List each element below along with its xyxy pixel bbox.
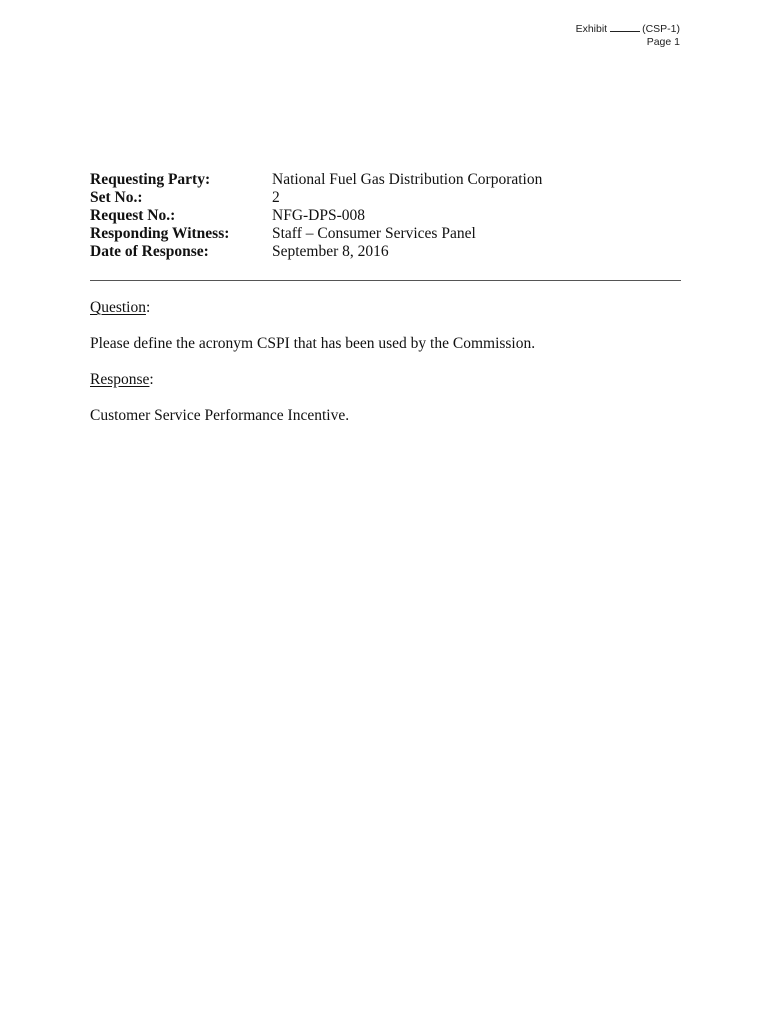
meta-row-requesting-party bbox=[90, 171, 542, 189]
question-text: Please define the acronym CSPI that has been used by the Commission. bbox=[90, 335, 536, 352]
set-no-label: Set No.: bbox=[90, 189, 143, 206]
set-no-value: 2 bbox=[272, 189, 280, 206]
exhibit-line bbox=[576, 22, 680, 36]
requesting-party-value: National Fuel Gas Distribution Corporation bbox=[272, 171, 543, 188]
question-colon: : bbox=[145, 299, 151, 316]
meta-row-responding-witness bbox=[90, 225, 542, 243]
exhibit-suffix: (CSP-1) bbox=[642, 23, 680, 35]
request-no-label: Request No.: bbox=[90, 207, 176, 224]
response-heading-line bbox=[90, 371, 154, 389]
section-divider bbox=[90, 280, 681, 281]
meta-row-request-no bbox=[90, 207, 542, 225]
response-heading: Response bbox=[90, 371, 150, 388]
requesting-party-label: Requesting Party: bbox=[90, 171, 211, 188]
request-no-value: NFG-DPS-008 bbox=[272, 207, 366, 224]
date-of-response-value: September 8, 2016 bbox=[272, 243, 389, 260]
meta-row-date-of-response bbox=[90, 243, 542, 261]
meta-row-set-no bbox=[90, 189, 542, 207]
exhibit-prefix: Exhibit bbox=[575, 23, 608, 35]
responding-witness-label: Responding Witness: bbox=[90, 225, 230, 242]
page-number: Page 1 bbox=[646, 36, 680, 48]
exhibit-header bbox=[576, 22, 680, 49]
response-text: Customer Service Performance Incentive. bbox=[90, 407, 350, 424]
response-colon: : bbox=[149, 371, 154, 388]
request-info-block bbox=[90, 171, 542, 261]
responding-witness-value: Staff – Consumer Services Panel bbox=[272, 225, 476, 242]
date-of-response-label: Date of Response: bbox=[90, 243, 209, 260]
question-heading-line bbox=[90, 299, 150, 317]
exhibit-blank-line bbox=[610, 22, 640, 32]
question-heading: Question bbox=[90, 299, 146, 316]
